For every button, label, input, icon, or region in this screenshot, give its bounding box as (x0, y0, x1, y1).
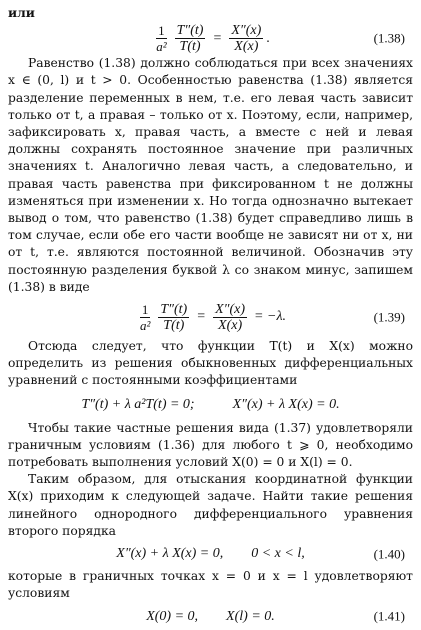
frac-den: T(t) (163, 317, 185, 333)
equation-number: (1.41) (373, 608, 405, 624)
equation-left: X″(x) + λ X(x) = 0, (116, 546, 224, 562)
equation-1-39 (8, 296, 413, 338)
frac-den: T(t) (179, 38, 201, 54)
equation-right: 0 < x < l, (251, 546, 305, 562)
paragraph-1: Равенство (1.38) должно соблюдаться при всех значениях x ∈ (0, l) и t > 0. Особенностью равенства (1.38) является разделение переменных в нем, т.е. его левая часть зависит только от t, а правая – только от x. Поэтому, если, например, зафиксировать x, правая часть, а вместе с ней и левая должны сохранять постоянное значение при различных значениях t. Аналогично левая часть, а следовательно, и правая часть равенства при фиксированном t не должны изменяться при изменении x. Но тогда однозначно вытекает вывод о том, что равенство (1.38) будет справедливо лишь в том случае, если обе его части вообще не зависят ни от x, ни от t, т.е. являются постоянной величиной. Обозначив эту постоянную разделения буквой λ со знаком минус, запишем (1.38) в виде (8, 56, 413, 294)
frac-num: 1 (141, 301, 149, 317)
fraction-T (158, 302, 189, 333)
fraction-X (213, 302, 247, 333)
equation-left: X(0) = 0, (146, 608, 199, 624)
frac-num: X″(x) (215, 301, 246, 317)
fraction-T (175, 23, 206, 54)
equation-number: (1.40) (373, 546, 405, 562)
fraction-1-over-a2 (154, 23, 168, 54)
equation-1-41 (8, 602, 413, 630)
equation-number: (1.39) (373, 309, 405, 325)
frac-den: a² (139, 317, 151, 333)
equation-number: (1.38) (373, 30, 405, 46)
frac-num: X″(x) (231, 22, 262, 38)
paragraph-5: которые в граничных точках x = 0 и x = l удовлетворяют условиям (8, 569, 413, 601)
frac-num: T″(t) (176, 22, 204, 38)
paragraph-3: Чтобы такие частные решения вида (1.37) удовлетворяли граничным условиям (1.36) для любого t ⩾ 0, необходимо потребовать выполнения условий X(0) = 0 и X(l) = 0. (8, 420, 413, 470)
frac-den: a² (156, 38, 167, 54)
equation-1-38 (8, 21, 413, 55)
fraction-1-over-a2 (138, 302, 152, 333)
equals-sign: = (213, 30, 222, 46)
equation-tail: = −λ. (254, 309, 287, 325)
frac-num: 1 (158, 22, 165, 38)
equation-right: X(l) = 0. (226, 608, 275, 624)
frac-num: T″(t) (160, 301, 188, 317)
ode-time: T″(t) + λ a²T(t) = 0; (81, 397, 195, 413)
frac-den: X(x) (218, 317, 243, 333)
equals-sign: = (197, 309, 206, 325)
intro-word: или (8, 5, 35, 20)
fraction-X (229, 23, 263, 54)
equation-end: . (266, 30, 270, 46)
equation-1-40 (8, 540, 413, 568)
ode-space: X″(x) + λ X(x) = 0. (232, 397, 340, 413)
paragraph-2: Отсюда следует, что функции T(t) и X(x) можно определить из решения обыкновенных дифференциальных уравнений с постоянными коэффициентами (8, 339, 413, 388)
frac-den: X(x) (234, 38, 259, 54)
equation-odes (8, 390, 413, 420)
paragraph-4: Таким образом, для отыскания координатной функции X(x) приходим к следующей задаче. Найти такие решения линейного однородного дифференциального уравнения второго порядка (8, 472, 413, 538)
